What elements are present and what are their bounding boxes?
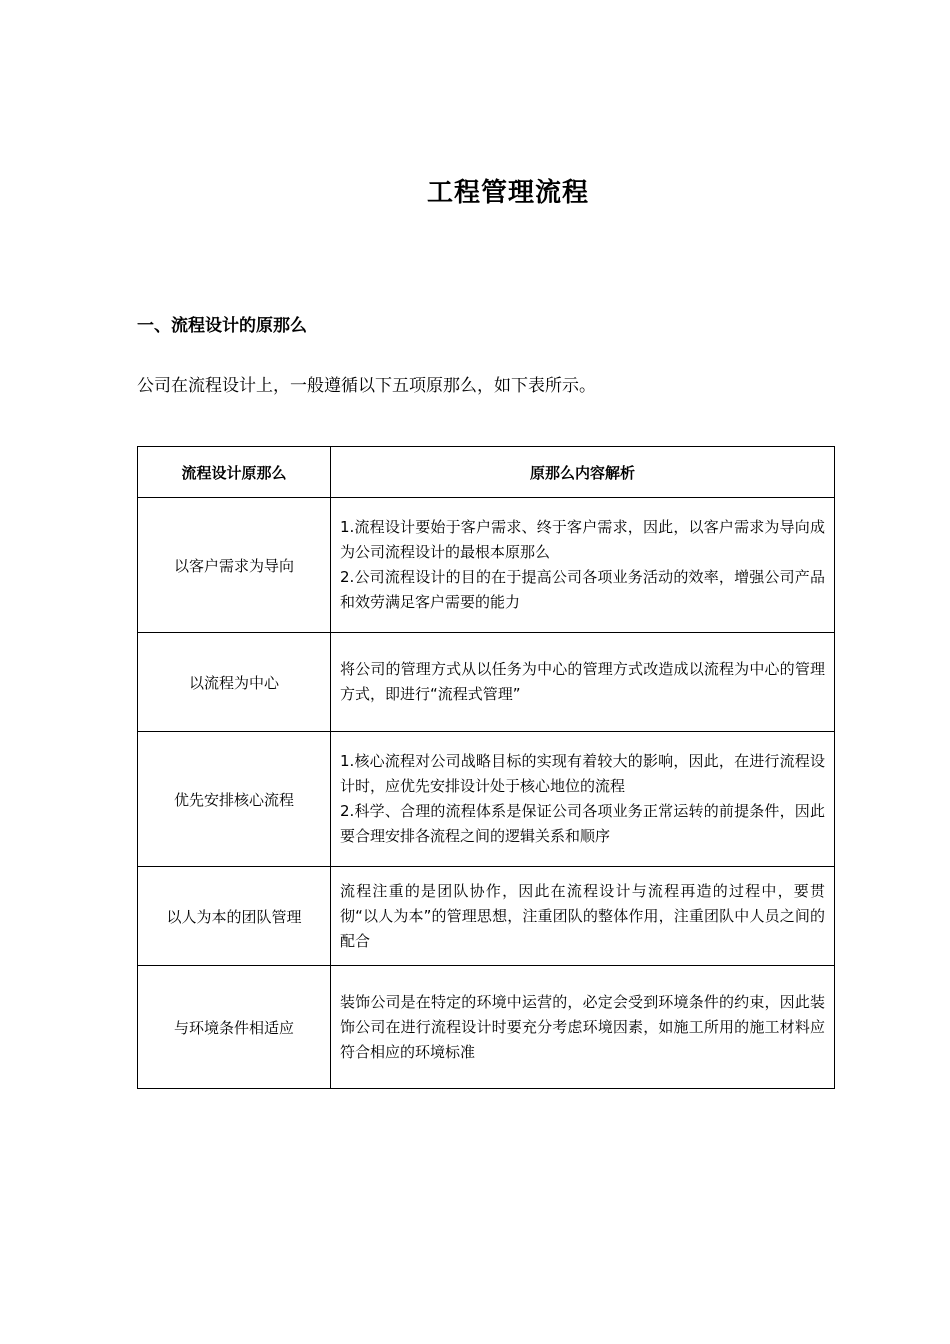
analysis-line: 将公司的管理方式从以任务为中心的管理方式改造成以流程为中心的管理方式，即进行“流程式管理” — [340, 660, 825, 703]
principle-name: 优先安排核心流程 — [138, 732, 331, 867]
header-principle: 流程设计原那么 — [138, 447, 331, 498]
header-analysis: 原那么内容解析 — [331, 447, 835, 498]
analysis-line: 装饰公司是在特定的环境中运营的，必定会受到环境条件的约束，因此装饰公司在进行流程设计时要充分考虑环境因素，如施工所用的施工材料应符合相应的环境标准 — [340, 992, 825, 1061]
document-title: 工程管理流程 — [426, 178, 589, 208]
principle-analysis — [331, 966, 835, 1089]
analysis-line: 1.核心流程对公司战略目标的实现有着较大的影响，因此，在进行流程设计时，应优先安排设计处于核心地位的流程 — [340, 752, 825, 795]
table-row — [138, 633, 835, 732]
principle-analysis — [331, 633, 835, 732]
table-row — [138, 867, 835, 966]
analysis-line: 1.流程设计要始于客户需求、终于客户需求，因此，以客户需求为导向成为公司流程设计的最根本原那么 — [340, 518, 825, 561]
table-row — [138, 732, 835, 867]
principle-name: 与环境条件相适应 — [138, 966, 331, 1089]
section-heading: 一、流程设计的原那么 — [137, 316, 307, 336]
principle-name: 以人为本的团队管理 — [138, 867, 331, 966]
table-row — [138, 966, 835, 1089]
analysis-line: 2.科学、合理的流程体系是保证公司各项业务正常运转的前提条件，因此要合理安排各流程之间的逻辑关系和顺序 — [340, 802, 825, 845]
analysis-line: 流程注重的是团队协作，因此在流程设计与流程再造的过程中，要贯彻“以人为本”的管理思想，注重团队的整体作用，注重团队中人员之间的配合 — [340, 881, 825, 950]
principle-name: 以流程为中心 — [138, 633, 331, 732]
table-header-row — [138, 447, 835, 498]
principle-analysis — [331, 498, 835, 633]
table-row — [138, 498, 835, 633]
intro-paragraph: 公司在流程设计上，一般遵循以下五项原那么，如下表所示。 — [137, 376, 596, 396]
principle-analysis — [331, 867, 835, 966]
principles-table — [137, 446, 835, 1089]
principle-analysis — [331, 732, 835, 867]
analysis-line: 2.公司流程设计的目的在于提高公司各项业务活动的效率，增强公司产品和效劳满足客户需要的能力 — [340, 568, 825, 611]
principle-name: 以客户需求为导向 — [138, 498, 331, 633]
